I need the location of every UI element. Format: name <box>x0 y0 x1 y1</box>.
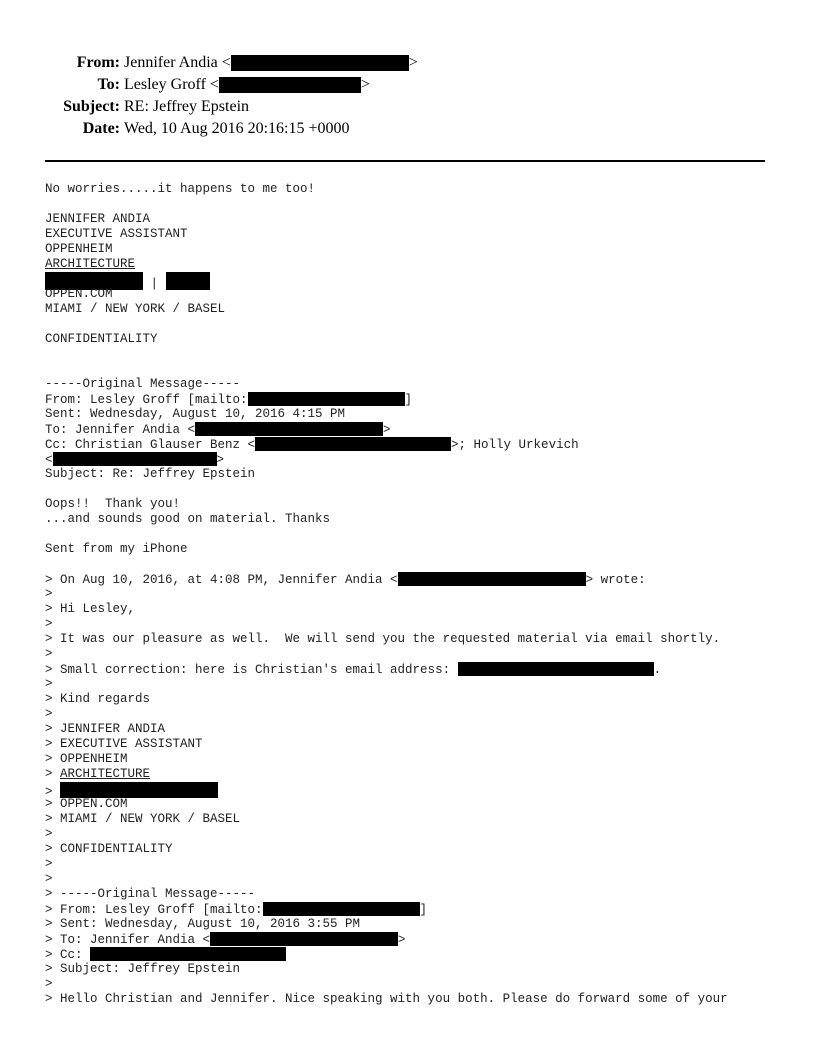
body-line: ...and sounds good on material. Thanks <box>45 512 331 526</box>
signature-locations: MIAMI / NEW YORK / BASEL <box>45 302 226 316</box>
redaction-block <box>60 782 218 798</box>
confidentiality-label: CONFIDENTIALITY <box>45 332 158 346</box>
quote-attribution-line: > On Aug 10, 2016, at 4:08 PM, Jennifer Andia < > wrote: <box>45 573 646 587</box>
quoted-line: > Kind regards <box>45 692 151 706</box>
quoted-line: > Sent: Wednesday, August 10, 2016 3:55 PM <box>45 917 361 931</box>
quoted-line: > JENNIFER ANDIA <box>45 722 166 736</box>
quoted-from-line: From: Lesley Groff [mailto: ] <box>45 393 413 407</box>
redaction-block <box>231 55 409 71</box>
redaction-block <box>210 932 398 946</box>
quote-marker: > <box>45 857 53 871</box>
redaction-block <box>53 452 217 466</box>
quote-marker: > <box>45 587 53 601</box>
from-label: From: <box>76 54 120 71</box>
quoted-sent-line: Sent: Wednesday, August 10, 2016 4:15 PM <box>45 407 346 421</box>
signature-website: OPPEN.COM <box>45 287 113 301</box>
quoted-line: > Hello Christian and Jennifer. Nice speaking with you both. Please do forward some of your <box>45 992 728 1006</box>
quoted-line: > ARCHITECTURE <box>45 767 151 781</box>
quote-marker: > <box>45 977 53 991</box>
quoted-subject-line: Subject: Re: Jeffrey Epstein <box>45 467 256 481</box>
quoted-to-line: To: Jennifer Andia < > <box>45 423 391 437</box>
company-link[interactable]: ARCHITECTURE <box>60 767 151 781</box>
original-message-divider: -----Original Message----- <box>45 377 241 391</box>
redaction-block <box>263 902 420 916</box>
quoted-line: > CONFIDENTIALITY <box>45 842 173 856</box>
signature-name: JENNIFER ANDIA <box>45 212 151 226</box>
body-line: Oops!! Thank you! <box>45 497 181 511</box>
quote-marker: > <box>45 617 53 631</box>
redaction-block <box>219 77 361 93</box>
quote-marker: > <box>45 707 53 721</box>
redaction-block <box>458 662 654 676</box>
signature-company-link[interactable]: ARCHITECTURE <box>45 257 136 271</box>
signature-contact-line <box>45 272 785 291</box>
to-label: To: <box>97 76 120 93</box>
body-line: No worries.....it happens to me too! <box>45 182 316 196</box>
subject-value: RE: Jeffrey Epstein <box>124 98 250 115</box>
from-name: Jennifer Andia < <box>124 54 231 71</box>
quoted-cc-line: Cc: Christian Glauser Benz < >; Holly Urkevich <box>45 438 579 452</box>
redaction-block <box>248 392 405 406</box>
redaction-block <box>166 272 210 290</box>
quote-marker: > <box>45 827 53 841</box>
quoted-line: > Hi Lesley, <box>45 602 136 616</box>
date-value: Wed, 10 Aug 2016 20:16:15 +0000 <box>124 120 350 137</box>
redaction-block <box>255 437 451 451</box>
quoted-line: > -----Original Message----- <box>45 887 256 901</box>
quoted-line: > Subject: Jeffrey Epstein <box>45 962 241 976</box>
quoted-line: > EXECUTIVE ASSISTANT <box>45 737 203 751</box>
quote-marker: > <box>45 647 53 661</box>
date-label: Date: <box>82 120 120 137</box>
body-line: Sent from my iPhone <box>45 542 188 556</box>
quote-marker: > <box>45 677 53 691</box>
quoted-line: > OPPEN.COM <box>45 797 128 811</box>
signature-company: OPPENHEIM <box>45 242 113 256</box>
quoted-line: > From: Lesley Groff [mailto: ] <box>45 903 428 917</box>
quoted-line: > To: Jennifer Andia < > <box>45 933 406 947</box>
quoted-line: > OPPENHEIM <box>45 752 128 766</box>
to-name: Lesley Groff < <box>124 76 219 93</box>
quoted-cc-line-cont: < > <box>45 453 225 467</box>
quoted-line: > <box>45 782 785 797</box>
header-divider <box>45 160 765 162</box>
redaction-block <box>398 572 586 586</box>
quote-marker: > <box>45 872 53 886</box>
subject-label: Subject: <box>63 98 120 115</box>
quoted-line: > MIAMI / NEW YORK / BASEL <box>45 812 241 826</box>
separator: | <box>143 277 166 291</box>
to-close: > <box>360 76 370 93</box>
from-close: > <box>408 54 418 71</box>
redaction-block <box>195 422 383 436</box>
quoted-line: > It was our pleasure as well. We will send you the requested material via email shortly. <box>45 632 721 646</box>
redaction-block <box>90 947 286 961</box>
quoted-line: > Small correction: here is Christian's email address: . <box>45 663 662 677</box>
email-body <box>45 182 785 1007</box>
quoted-line: > Cc: <box>45 947 785 962</box>
signature-title: EXECUTIVE ASSISTANT <box>45 227 188 241</box>
